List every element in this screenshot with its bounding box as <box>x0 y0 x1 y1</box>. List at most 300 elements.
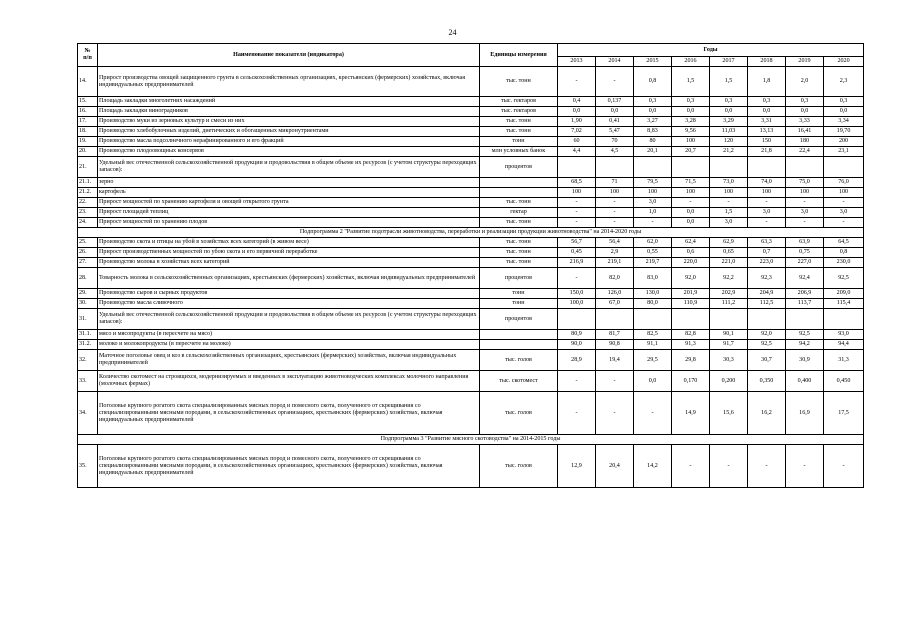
value-cell: 90,1 <box>710 330 748 340</box>
value-cell: 63,3 <box>748 238 786 248</box>
row-number: 20. <box>78 147 98 157</box>
value-cell: 0,0 <box>558 107 596 117</box>
value-cell: 0,0 <box>824 107 864 117</box>
value-cell: 67,0 <box>596 299 634 309</box>
header-num: № п/п <box>78 44 98 67</box>
value-cell: - <box>786 218 824 228</box>
value-cell: - <box>672 445 710 488</box>
indicator-name: Удельный вес отечественной сельскохозяйственной продукции и продовольствия в общем объеме их ресурсов (с учетом структуры переходящих запасов): <box>98 157 480 178</box>
table-row <box>78 248 864 258</box>
value-cell: 0,41 <box>596 117 634 127</box>
value-cell: 100 <box>710 188 748 198</box>
value-cell: 92,3 <box>748 268 786 289</box>
table-row <box>78 127 864 137</box>
indicator-name: Маточное поголовье овец и коз в сельскохозяйственных организациях, крестьянских (фермерских) хозяйствах, включая индивидуальных предпринимателей <box>98 350 480 371</box>
value-cell: 3,0 <box>748 208 786 218</box>
value-cell: 0,0 <box>786 107 824 117</box>
indicator-name: Площадь закладки многолетних насаждений <box>98 97 480 107</box>
row-number: 27. <box>78 258 98 268</box>
unit-cell: тыс. тонн <box>480 198 558 208</box>
value-cell: 150,0 <box>558 289 596 299</box>
value-cell: - <box>748 218 786 228</box>
value-cell: 91,3 <box>672 340 710 350</box>
value-cell: 29,8 <box>672 350 710 371</box>
table-row <box>78 67 864 97</box>
table-row <box>78 137 864 147</box>
value-cell: 0,0 <box>672 107 710 117</box>
value-cell: 79,5 <box>634 178 672 188</box>
value-cell: 3,0 <box>824 208 864 218</box>
value-cell: 150 <box>748 137 786 147</box>
value-cell: 28,9 <box>558 350 596 371</box>
value-cell: 113,7 <box>786 299 824 309</box>
value-cell: - <box>558 198 596 208</box>
unit-cell: тыс. голов <box>480 445 558 488</box>
indicator-name: Прирост мощностей по хранению плодов <box>98 218 480 228</box>
table-row <box>78 117 864 127</box>
value-cell: 92,0 <box>748 330 786 340</box>
table-row <box>78 97 864 107</box>
value-cell: 216,9 <box>558 258 596 268</box>
header-year: 2016 <box>672 57 710 67</box>
table-row <box>78 268 864 289</box>
value-cell: 14,9 <box>672 392 710 435</box>
row-number: 25. <box>78 238 98 248</box>
value-cell: 100 <box>672 137 710 147</box>
table-row <box>78 371 864 392</box>
value-cell: 0,8 <box>824 248 864 258</box>
unit-cell <box>480 188 558 198</box>
value-cell <box>824 309 864 330</box>
value-cell: 76,0 <box>824 178 864 188</box>
value-cell: 91,7 <box>710 340 748 350</box>
value-cell <box>824 157 864 178</box>
table-row <box>78 178 864 188</box>
value-cell: 56,7 <box>558 238 596 248</box>
row-number: 14. <box>78 67 98 97</box>
value-cell: 209,0 <box>824 289 864 299</box>
value-cell: 80 <box>634 137 672 147</box>
table-row <box>78 350 864 371</box>
value-cell: 227,0 <box>786 258 824 268</box>
header-years: Годы <box>558 44 864 57</box>
value-cell: 90,8 <box>596 340 634 350</box>
indicator-name: Производство плодоовощных консервов <box>98 147 480 157</box>
row-number: 24. <box>78 218 98 228</box>
row-number: 21.2. <box>78 188 98 198</box>
value-cell: 115,4 <box>824 299 864 309</box>
value-cell: 0,450 <box>824 371 864 392</box>
table-row <box>78 289 864 299</box>
row-number: 22. <box>78 198 98 208</box>
value-cell: 92,5 <box>824 268 864 289</box>
unit-cell: тонн <box>480 137 558 147</box>
value-cell <box>748 157 786 178</box>
value-cell: 2,3 <box>824 67 864 97</box>
value-cell: 1,0 <box>634 208 672 218</box>
value-cell: 31,3 <box>824 350 864 371</box>
unit-cell: тыс. скотомест <box>480 371 558 392</box>
table-row <box>78 299 864 309</box>
subprogram-row <box>78 228 864 238</box>
unit-cell: процентов <box>480 157 558 178</box>
row-number: 31.1. <box>78 330 98 340</box>
row-number: 16. <box>78 107 98 117</box>
value-cell: 1,5 <box>710 208 748 218</box>
row-number: 29. <box>78 289 98 299</box>
header-year: 2013 <box>558 57 596 67</box>
value-cell: 75,0 <box>786 178 824 188</box>
value-cell: 92,2 <box>710 268 748 289</box>
value-cell <box>748 309 786 330</box>
indicator-name: Прирост мощностей по хранению картофеля и овощей открытого грунта <box>98 198 480 208</box>
value-cell: 82,0 <box>596 268 634 289</box>
value-cell: 11,03 <box>710 127 748 137</box>
value-cell: 16,2 <box>748 392 786 435</box>
value-cell: 60 <box>558 137 596 147</box>
value-cell: 3,29 <box>710 117 748 127</box>
unit-cell: тыс. голов <box>480 392 558 435</box>
value-cell: - <box>710 198 748 208</box>
value-cell: 230,0 <box>824 258 864 268</box>
value-cell: - <box>558 208 596 218</box>
unit-cell: тыс. тонн <box>480 218 558 228</box>
value-cell: 73,0 <box>710 178 748 188</box>
unit-cell: тыс. тонн <box>480 258 558 268</box>
value-cell: 100 <box>596 188 634 198</box>
row-number: 21.1. <box>78 178 98 188</box>
row-number: 19. <box>78 137 98 147</box>
value-cell: 100,0 <box>558 299 596 309</box>
value-cell: 200 <box>824 137 864 147</box>
value-cell <box>672 157 710 178</box>
row-number: 23. <box>78 208 98 218</box>
value-cell: 20,4 <box>596 445 634 488</box>
value-cell: 2,0 <box>786 67 824 97</box>
header-year: 2019 <box>786 57 824 67</box>
value-cell: 0,0 <box>672 218 710 228</box>
header-name: Наименование показателя (индикатора) <box>98 44 480 67</box>
value-cell: 92,0 <box>672 268 710 289</box>
row-number: 35. <box>78 445 98 488</box>
row-number: 18. <box>78 127 98 137</box>
header-year: 2014 <box>596 57 634 67</box>
value-cell: - <box>634 218 672 228</box>
value-cell: 9,56 <box>672 127 710 137</box>
table-row <box>78 330 864 340</box>
indicator-name: Товарность молока в сельскохозяйственных организациях, крестьянских (фермерских) хозяйствах, включая индивидуальных предпринимателей <box>98 268 480 289</box>
value-cell: 22,4 <box>786 147 824 157</box>
value-cell: - <box>634 392 672 435</box>
row-number: 31.2. <box>78 340 98 350</box>
value-cell: 100 <box>558 188 596 198</box>
value-cell: 23,1 <box>824 147 864 157</box>
header-year: 2015 <box>634 57 672 67</box>
value-cell: - <box>824 198 864 208</box>
subprogram-row <box>78 435 864 445</box>
unit-cell <box>480 178 558 188</box>
unit-cell: тыс. тонн <box>480 238 558 248</box>
value-cell: - <box>672 198 710 208</box>
value-cell: - <box>710 445 748 488</box>
header-year: 2017 <box>710 57 748 67</box>
value-cell: 0,0 <box>596 107 634 117</box>
row-number: 31. <box>78 309 98 330</box>
value-cell: 5,47 <box>596 127 634 137</box>
value-cell: 111,2 <box>710 299 748 309</box>
value-cell <box>596 309 634 330</box>
value-cell: - <box>786 445 824 488</box>
value-cell: 62,0 <box>634 238 672 248</box>
value-cell: 4,5 <box>596 147 634 157</box>
value-cell: 120 <box>710 137 748 147</box>
value-cell: 3,0 <box>710 218 748 228</box>
value-cell: 15,6 <box>710 392 748 435</box>
value-cell: 221,0 <box>710 258 748 268</box>
value-cell: 29,5 <box>634 350 672 371</box>
value-cell: 81,7 <box>596 330 634 340</box>
indicator-name: Удельный вес отечественной сельскохозяйственной продукции и продовольствия в общем объеме их ресурсов (с учетом структуры переходящих запасов): <box>98 309 480 330</box>
value-cell: 204,9 <box>748 289 786 299</box>
row-number: 34. <box>78 392 98 435</box>
value-cell: 71,5 <box>672 178 710 188</box>
value-cell: - <box>558 371 596 392</box>
row-number: 33. <box>78 371 98 392</box>
indicators-table <box>77 43 864 488</box>
value-cell: 2,9 <box>596 248 634 258</box>
value-cell: 30,9 <box>786 350 824 371</box>
value-cell: 126,0 <box>596 289 634 299</box>
table-row <box>78 309 864 330</box>
value-cell: 70 <box>596 137 634 147</box>
value-cell: 201,9 <box>672 289 710 299</box>
value-cell: 0,350 <box>748 371 786 392</box>
value-cell: 100 <box>748 188 786 198</box>
unit-cell: тонн <box>480 289 558 299</box>
unit-cell: тыс. тонн <box>480 67 558 97</box>
value-cell <box>634 157 672 178</box>
value-cell: 4,4 <box>558 147 596 157</box>
value-cell <box>710 157 748 178</box>
unit-cell: тонн <box>480 299 558 309</box>
value-cell: - <box>596 208 634 218</box>
table-row <box>78 392 864 435</box>
value-cell: - <box>596 392 634 435</box>
value-cell: 0,0 <box>634 107 672 117</box>
value-cell: 0,8 <box>634 67 672 97</box>
table-row <box>78 340 864 350</box>
table-row <box>78 258 864 268</box>
unit-cell: процентов <box>480 268 558 289</box>
row-number: 17. <box>78 117 98 127</box>
value-cell: 19,4 <box>596 350 634 371</box>
page-number: 24 <box>448 28 457 37</box>
value-cell: 112,5 <box>748 299 786 309</box>
value-cell <box>786 157 824 178</box>
value-cell: 80,9 <box>558 330 596 340</box>
row-number: 26. <box>78 248 98 258</box>
value-cell: 0,3 <box>824 97 864 107</box>
value-cell: 20,7 <box>672 147 710 157</box>
value-cell: - <box>596 218 634 228</box>
value-cell: 91,1 <box>634 340 672 350</box>
indicator-name: Производство муки из зерновых культур и смеси из них <box>98 117 480 127</box>
value-cell: 94,2 <box>786 340 824 350</box>
value-cell: 100 <box>786 188 824 198</box>
value-cell: 92,5 <box>786 330 824 340</box>
indicator-name: Производство хлебобулочных изделий, диетических и обогащенных микронутриентами <box>98 127 480 137</box>
value-cell: 100 <box>634 188 672 198</box>
indicator-name: Производство скота и птицы на убой в хозяйствах всех категорий (в живом весе) <box>98 238 480 248</box>
value-cell: 1,5 <box>710 67 748 97</box>
value-cell <box>634 309 672 330</box>
value-cell: 3,0 <box>786 208 824 218</box>
value-cell: 7,02 <box>558 127 596 137</box>
value-cell: 180 <box>786 137 824 147</box>
indicator-name: Площадь закладки виноградников <box>98 107 480 117</box>
value-cell: 62,4 <box>672 238 710 248</box>
indicator-name: Производство молока в хозяйствах всех категорий <box>98 258 480 268</box>
value-cell: 0,3 <box>748 97 786 107</box>
value-cell: 82,5 <box>634 330 672 340</box>
value-cell: - <box>824 218 864 228</box>
table-row <box>78 208 864 218</box>
value-cell: 0,75 <box>786 248 824 258</box>
value-cell: 0,137 <box>596 97 634 107</box>
value-cell: 0,45 <box>558 248 596 258</box>
row-number: 15. <box>78 97 98 107</box>
value-cell: 100 <box>824 188 864 198</box>
value-cell: 92,4 <box>786 268 824 289</box>
value-cell: 68,5 <box>558 178 596 188</box>
indicator-name: картофель <box>98 188 480 198</box>
row-number: 32. <box>78 350 98 371</box>
subprogram-title: Подпрограмма 2 "Развитие подотрасли животноводства, переработки и реализации продукции животноводства" на 2014-2020 годы <box>78 228 864 238</box>
value-cell: 0,0 <box>748 107 786 117</box>
value-cell: 130,0 <box>634 289 672 299</box>
value-cell: 74,0 <box>748 178 786 188</box>
value-cell <box>558 157 596 178</box>
value-cell: 92,5 <box>748 340 786 350</box>
value-cell: 0,0 <box>672 208 710 218</box>
value-cell <box>672 309 710 330</box>
indicator-name: молоко и молокопродукты (в пересчете на молоко) <box>98 340 480 350</box>
row-number: 21. <box>78 157 98 178</box>
value-cell: - <box>558 392 596 435</box>
value-cell <box>558 309 596 330</box>
value-cell: 16,9 <box>786 392 824 435</box>
value-cell: 83,0 <box>634 268 672 289</box>
value-cell: 0,6 <box>672 248 710 258</box>
value-cell: 0,200 <box>710 371 748 392</box>
value-cell: 0,3 <box>672 97 710 107</box>
value-cell: - <box>596 67 634 97</box>
value-cell: - <box>596 371 634 392</box>
row-number: 30. <box>78 299 98 309</box>
value-cell <box>710 309 748 330</box>
indicator-name: Производство сыров и сырных продуктов <box>98 289 480 299</box>
table-row <box>78 188 864 198</box>
value-cell: 13,13 <box>748 127 786 137</box>
value-cell: 93,0 <box>824 330 864 340</box>
value-cell: 30,3 <box>710 350 748 371</box>
value-cell: 3,34 <box>824 117 864 127</box>
value-cell: 56,4 <box>596 238 634 248</box>
header-year: 2020 <box>824 57 864 67</box>
unit-cell: тыс. тонн <box>480 248 558 258</box>
value-cell: 14,2 <box>634 445 672 488</box>
value-cell: 80,0 <box>634 299 672 309</box>
value-cell: 16,41 <box>786 127 824 137</box>
unit-cell <box>480 330 558 340</box>
unit-cell: тыс. тонн <box>480 117 558 127</box>
table-row <box>78 238 864 248</box>
value-cell: 3,0 <box>634 198 672 208</box>
indicator-name: Поголовье крупного рогатого скота специализированных мясных пород и помесного скота, полученного от скрещивания со специализированными мясными породами, в сельскохозяйственных организациях, крестьянских (фермерских) хозяйствах, включая индивидуальных предпринимателей <box>98 392 480 435</box>
table-row <box>78 218 864 228</box>
value-cell: 62,9 <box>710 238 748 248</box>
unit-cell: тыс. гектаров <box>480 107 558 117</box>
value-cell: 0,0 <box>634 371 672 392</box>
value-cell: 3,31 <box>748 117 786 127</box>
value-cell: 21,8 <box>748 147 786 157</box>
value-cell: 0,3 <box>710 97 748 107</box>
value-cell: 30,7 <box>748 350 786 371</box>
value-cell: 1,90 <box>558 117 596 127</box>
value-cell: 0,7 <box>748 248 786 258</box>
value-cell: 64,5 <box>824 238 864 248</box>
indicator-name: Поголовье крупного рогатого скота специализированных мясных пород и помесного скота, полученного от скрещивания со специализированными мясными породами, в сельскохозяйственных организациях, крестьянских (фермерских) хозяйствах, включая индивидуальных предпринимателей <box>98 445 480 488</box>
value-cell: 202,9 <box>710 289 748 299</box>
value-cell: 20,1 <box>634 147 672 157</box>
unit-cell: млн условных банок <box>480 147 558 157</box>
value-cell <box>596 157 634 178</box>
value-cell: 100 <box>672 188 710 198</box>
value-cell: 0,0 <box>710 107 748 117</box>
value-cell: 94,4 <box>824 340 864 350</box>
value-cell: 0,3 <box>786 97 824 107</box>
value-cell: 110,9 <box>672 299 710 309</box>
value-cell: - <box>786 198 824 208</box>
value-cell: 71 <box>596 178 634 188</box>
indicator-name: Количество скотомест на строящихся, модернизируемых и введенных в эксплуатацию животноводческих комплексах молочного направления (молочных фермах) <box>98 371 480 392</box>
table-row <box>78 147 864 157</box>
table-row <box>78 445 864 488</box>
header-unit: Единицы измерения <box>480 44 558 67</box>
value-cell: 3,27 <box>634 117 672 127</box>
value-cell: 82,8 <box>672 330 710 340</box>
indicator-name: Прирост площадей теплиц <box>98 208 480 218</box>
value-cell: 21,2 <box>710 147 748 157</box>
indicator-name: мясо и мясопродукты (в пересчете на мясо) <box>98 330 480 340</box>
value-cell: 0,170 <box>672 371 710 392</box>
value-cell: 0,3 <box>634 97 672 107</box>
unit-cell: процентов <box>480 309 558 330</box>
value-cell: - <box>748 445 786 488</box>
unit-cell: тыс. гектаров <box>480 97 558 107</box>
value-cell: 219,1 <box>596 258 634 268</box>
value-cell: - <box>558 67 596 97</box>
value-cell: 219,7 <box>634 258 672 268</box>
value-cell: - <box>824 445 864 488</box>
indicator-name: Прирост производственных мощностей по убою скота и его первичной переработке <box>98 248 480 258</box>
value-cell: - <box>558 218 596 228</box>
value-cell: 12,9 <box>558 445 596 488</box>
value-cell: 0,55 <box>634 248 672 258</box>
table-row <box>78 198 864 208</box>
value-cell: 17,5 <box>824 392 864 435</box>
table-row <box>78 157 864 178</box>
